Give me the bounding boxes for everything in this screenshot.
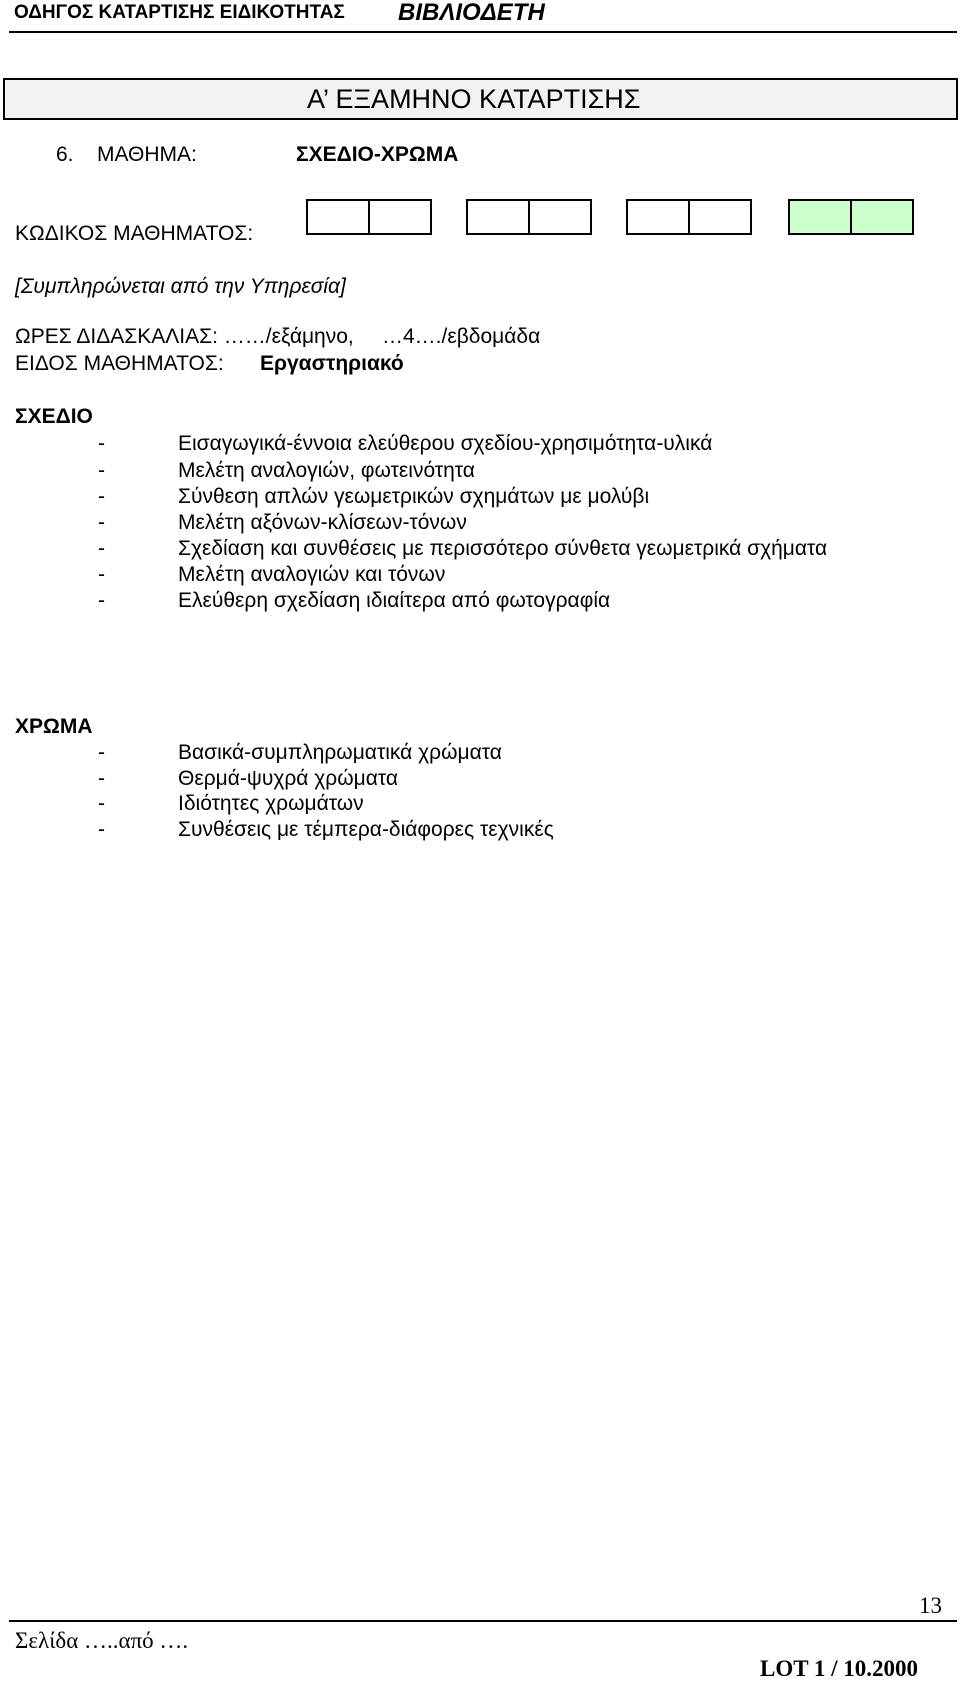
list-item: Ιδιότητες χρωμάτων [178, 792, 364, 815]
course-code-label: ΚΩΔΙΚΟΣ ΜΑΘΗΜΑΤΟΣ: [15, 222, 254, 245]
list-item: Ελεύθερη σχεδίαση ιδιαίτερα από φωτογραφία [178, 589, 611, 612]
teaching-hours-weekly: …4…./εβδομάδα [382, 325, 541, 348]
course-number: 6. [56, 143, 74, 166]
guide-title: ΟΔΗΓΟΣ ΚΑΤΑΡΤΙΣΗΣ ΕΙΔΙΚΟΤΗΤΑΣ [14, 2, 345, 23]
course-code-group-1 [306, 199, 432, 235]
teaching-hours-label: ΩΡΕΣ ΔΙΔΑΣΚΑΛΙΑΣ: ……/εξάμηνο, [15, 325, 354, 348]
course-label: ΜΑΘΗΜΑ: [97, 143, 197, 166]
page-of-label: Σελίδα …..από …. [15, 1628, 189, 1653]
section-title-color: ΧΡΩΜΑ [15, 715, 93, 738]
list-item: Μελέτη αναλογιών, φωτεινότητα [178, 459, 475, 482]
bullet: - [98, 511, 105, 534]
list-item: Μελέτη αξόνων-κλίσεων-τόνων [178, 511, 467, 534]
bullet: - [98, 818, 105, 841]
list-item: Εισαγωγικά-έννοια ελεύθερου σχεδίου-χρησιμότητα-υλικά [178, 432, 713, 455]
lot-label: LOT 1 / 10.2000 [760, 1656, 919, 1681]
course-code-cell[interactable] [368, 201, 430, 233]
course-code-cell-filled[interactable] [790, 201, 850, 233]
service-note: [Συμπληρώνεται από την Υπηρεσία] [15, 275, 346, 298]
semester-title: Α’ ΕΞΑΜΗΝΟ ΚΑΤΑΡΤΙΣΗΣ [307, 84, 641, 114]
list-item: Σχεδίαση και συνθέσεις με περισσότερο σύνθετα γεωμετρικά σχήματα [178, 537, 828, 560]
section-title-drawing: ΣΧΕΔΙΟ [15, 405, 93, 428]
course-type-label: ΕΙΔΟΣ ΜΑΘΗΜΑΤΟΣ: [15, 352, 224, 375]
course-code-cell[interactable] [528, 201, 590, 233]
course-type-value: Εργαστηριακό [260, 352, 404, 375]
list-item: Βασικά-συμπληρωματικά χρώματα [178, 741, 502, 764]
list-item: Μελέτη αναλογιών και τόνων [178, 563, 446, 586]
course-code-group-3 [626, 199, 752, 235]
page-number: 13 [919, 1593, 942, 1618]
bullet: - [98, 741, 105, 764]
course-code-group-2 [466, 199, 592, 235]
course-name: ΣΧΕΔΙΟ-ΧΡΩΜΑ [296, 143, 459, 166]
list-item: Σύνθεση απλών γεωμετρικών σχημάτων με μολύβι [178, 485, 650, 508]
bullet: - [98, 563, 105, 586]
bullet: - [98, 432, 105, 455]
bullet: - [98, 459, 105, 482]
course-code-cell[interactable] [628, 201, 688, 233]
header-rule [9, 31, 957, 33]
course-code-cell[interactable] [468, 201, 528, 233]
footer-rule [9, 1620, 957, 1622]
course-code-cell[interactable] [688, 201, 750, 233]
bullet: - [98, 537, 105, 560]
course-code-cell-filled[interactable] [850, 201, 912, 233]
bullet: - [98, 792, 105, 815]
bullet: - [98, 589, 105, 612]
bullet: - [98, 767, 105, 790]
course-code-group-4 [788, 199, 914, 235]
bullet: - [98, 485, 105, 508]
course-code-cell[interactable] [308, 201, 368, 233]
specialty-title: ΒΙΒΛΙΟΔΕΤΗ [398, 0, 545, 26]
list-item: Θερμά-ψυχρά χρώματα [178, 767, 399, 790]
list-item: Συνθέσεις με τέμπερα-διάφορες τεχνικές [178, 818, 554, 841]
